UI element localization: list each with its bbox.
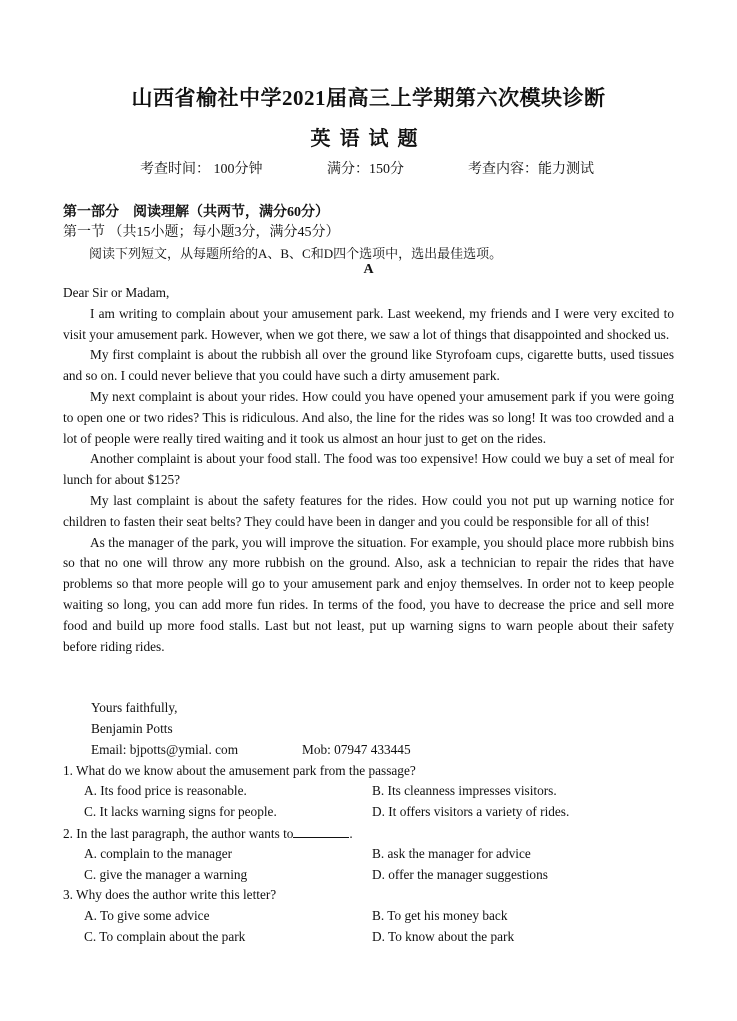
question-1-stem: 1. What do we know about the amusement park from the passage?: [63, 763, 416, 778]
question-2-option-b[interactable]: B. ask the manager for advice: [372, 846, 531, 861]
question-3-option-b[interactable]: B. To get his money back: [372, 908, 508, 923]
exam-time: 考查时间： 100分钟: [140, 162, 263, 177]
passage-label: A: [363, 262, 374, 277]
exam-title: 山西省榆社中学2021届高三上学期第六次模块诊断: [131, 86, 606, 110]
letter-body: [63, 283, 674, 657]
question-2-option-d[interactable]: D. offer the manager suggestions: [372, 867, 548, 882]
instructions: 阅读下列短文，从每题所给的A、B、C和D四个选项中，选出最佳选项。: [89, 246, 503, 261]
question-1-option-d[interactable]: D. It offers visitors a variety of rides.: [372, 804, 570, 819]
question-2-stem-end: .: [349, 826, 353, 841]
letter-email: Email: bjpotts@ymial. com: [91, 742, 239, 757]
letter-mobile: Mob: 07947 433445: [302, 742, 411, 757]
answer-blank[interactable]: [293, 825, 349, 838]
subpart-heading: 第一节 （共15小题；每小题3分，满分45分）: [63, 225, 340, 240]
letter-paragraph: As the manager of the park, you will improve the situation. For example, you should place more rubbish bins so that no one will throw any more rubbish on the ground. Also, ask a technician to repair the rides that have problems so that more people will go to your amusement park and enjoy themselves. In order not to keep people waiting so long, you can add more fun rides. In terms of the food, you have to decrease the price and sell more food and build up more food stalls. Last but not least, put up warning signs to warn people about their safety before riding rides.: [63, 534, 674, 654]
question-2-option-c[interactable]: C. give the manager a warning: [84, 867, 248, 882]
letter-closing: Yours faithfully,: [91, 700, 178, 715]
letter-greeting: Dear Sir or Madam,: [63, 285, 170, 300]
letter-paragraph: My last complaint is about the safety features for the rides. How could you not put up warning notice for children to fasten their seat belts? They could have been in danger and you could be responsible for all of this!: [63, 492, 674, 529]
question-3-stem: 3. Why does the author write this letter?: [63, 887, 277, 902]
question-3-option-d[interactable]: D. To know about the park: [372, 929, 515, 944]
exam-subtitle: 英语试题: [310, 128, 427, 150]
letter-paragraph: My first complaint is about the rubbish all over the ground like Styrofoam cups, cigarette butts, used tissues and so on. I could never believe that you could have such a dirty amusement park.: [63, 347, 674, 384]
question-2-stem: [63, 825, 353, 842]
letter-paragraph: I am writing to complain about your amusement park. Last weekend, my friends and I were very excited to visit your amusement park. However, when we got there, we saw a lot of things that disappointed and shocked us.: [63, 305, 674, 342]
question-2-stem-text: 2. In the last paragraph, the author wants to: [63, 826, 294, 841]
question-3-option-c[interactable]: C. To complain about the park: [84, 929, 246, 944]
letter-paragraph: Another complaint is about your food stall. The food was too expensive! How could we buy a set of meal for lunch for about $125?: [63, 451, 674, 488]
part-heading: 第一部分 阅读理解（共两节，满分60分）: [63, 205, 329, 220]
question-1-option-b[interactable]: B. Its cleanness impresses visitors.: [372, 783, 557, 798]
question-3-option-a[interactable]: A. To give some advice: [84, 908, 210, 923]
question-1-option-c[interactable]: C. It lacks warning signs for people.: [84, 804, 277, 819]
exam-content: 考查内容：能力测试: [468, 162, 594, 177]
question-1-option-a[interactable]: A. Its food price is reasonable.: [84, 783, 247, 798]
letter-paragraph: My next complaint is about your rides. How could you have opened your amusement park if you were going to open one or two rides? This is ridiculous. And also, the line for the rides was so long! It was too crowded and a lot of people were really tired waiting and it took us almost an hour just to get on the rides.: [63, 388, 674, 446]
question-2-option-a[interactable]: A. complain to the manager: [84, 846, 233, 861]
full-score: 满分：150分: [327, 162, 404, 177]
letter-signature-name: Benjamin Potts: [91, 721, 173, 736]
